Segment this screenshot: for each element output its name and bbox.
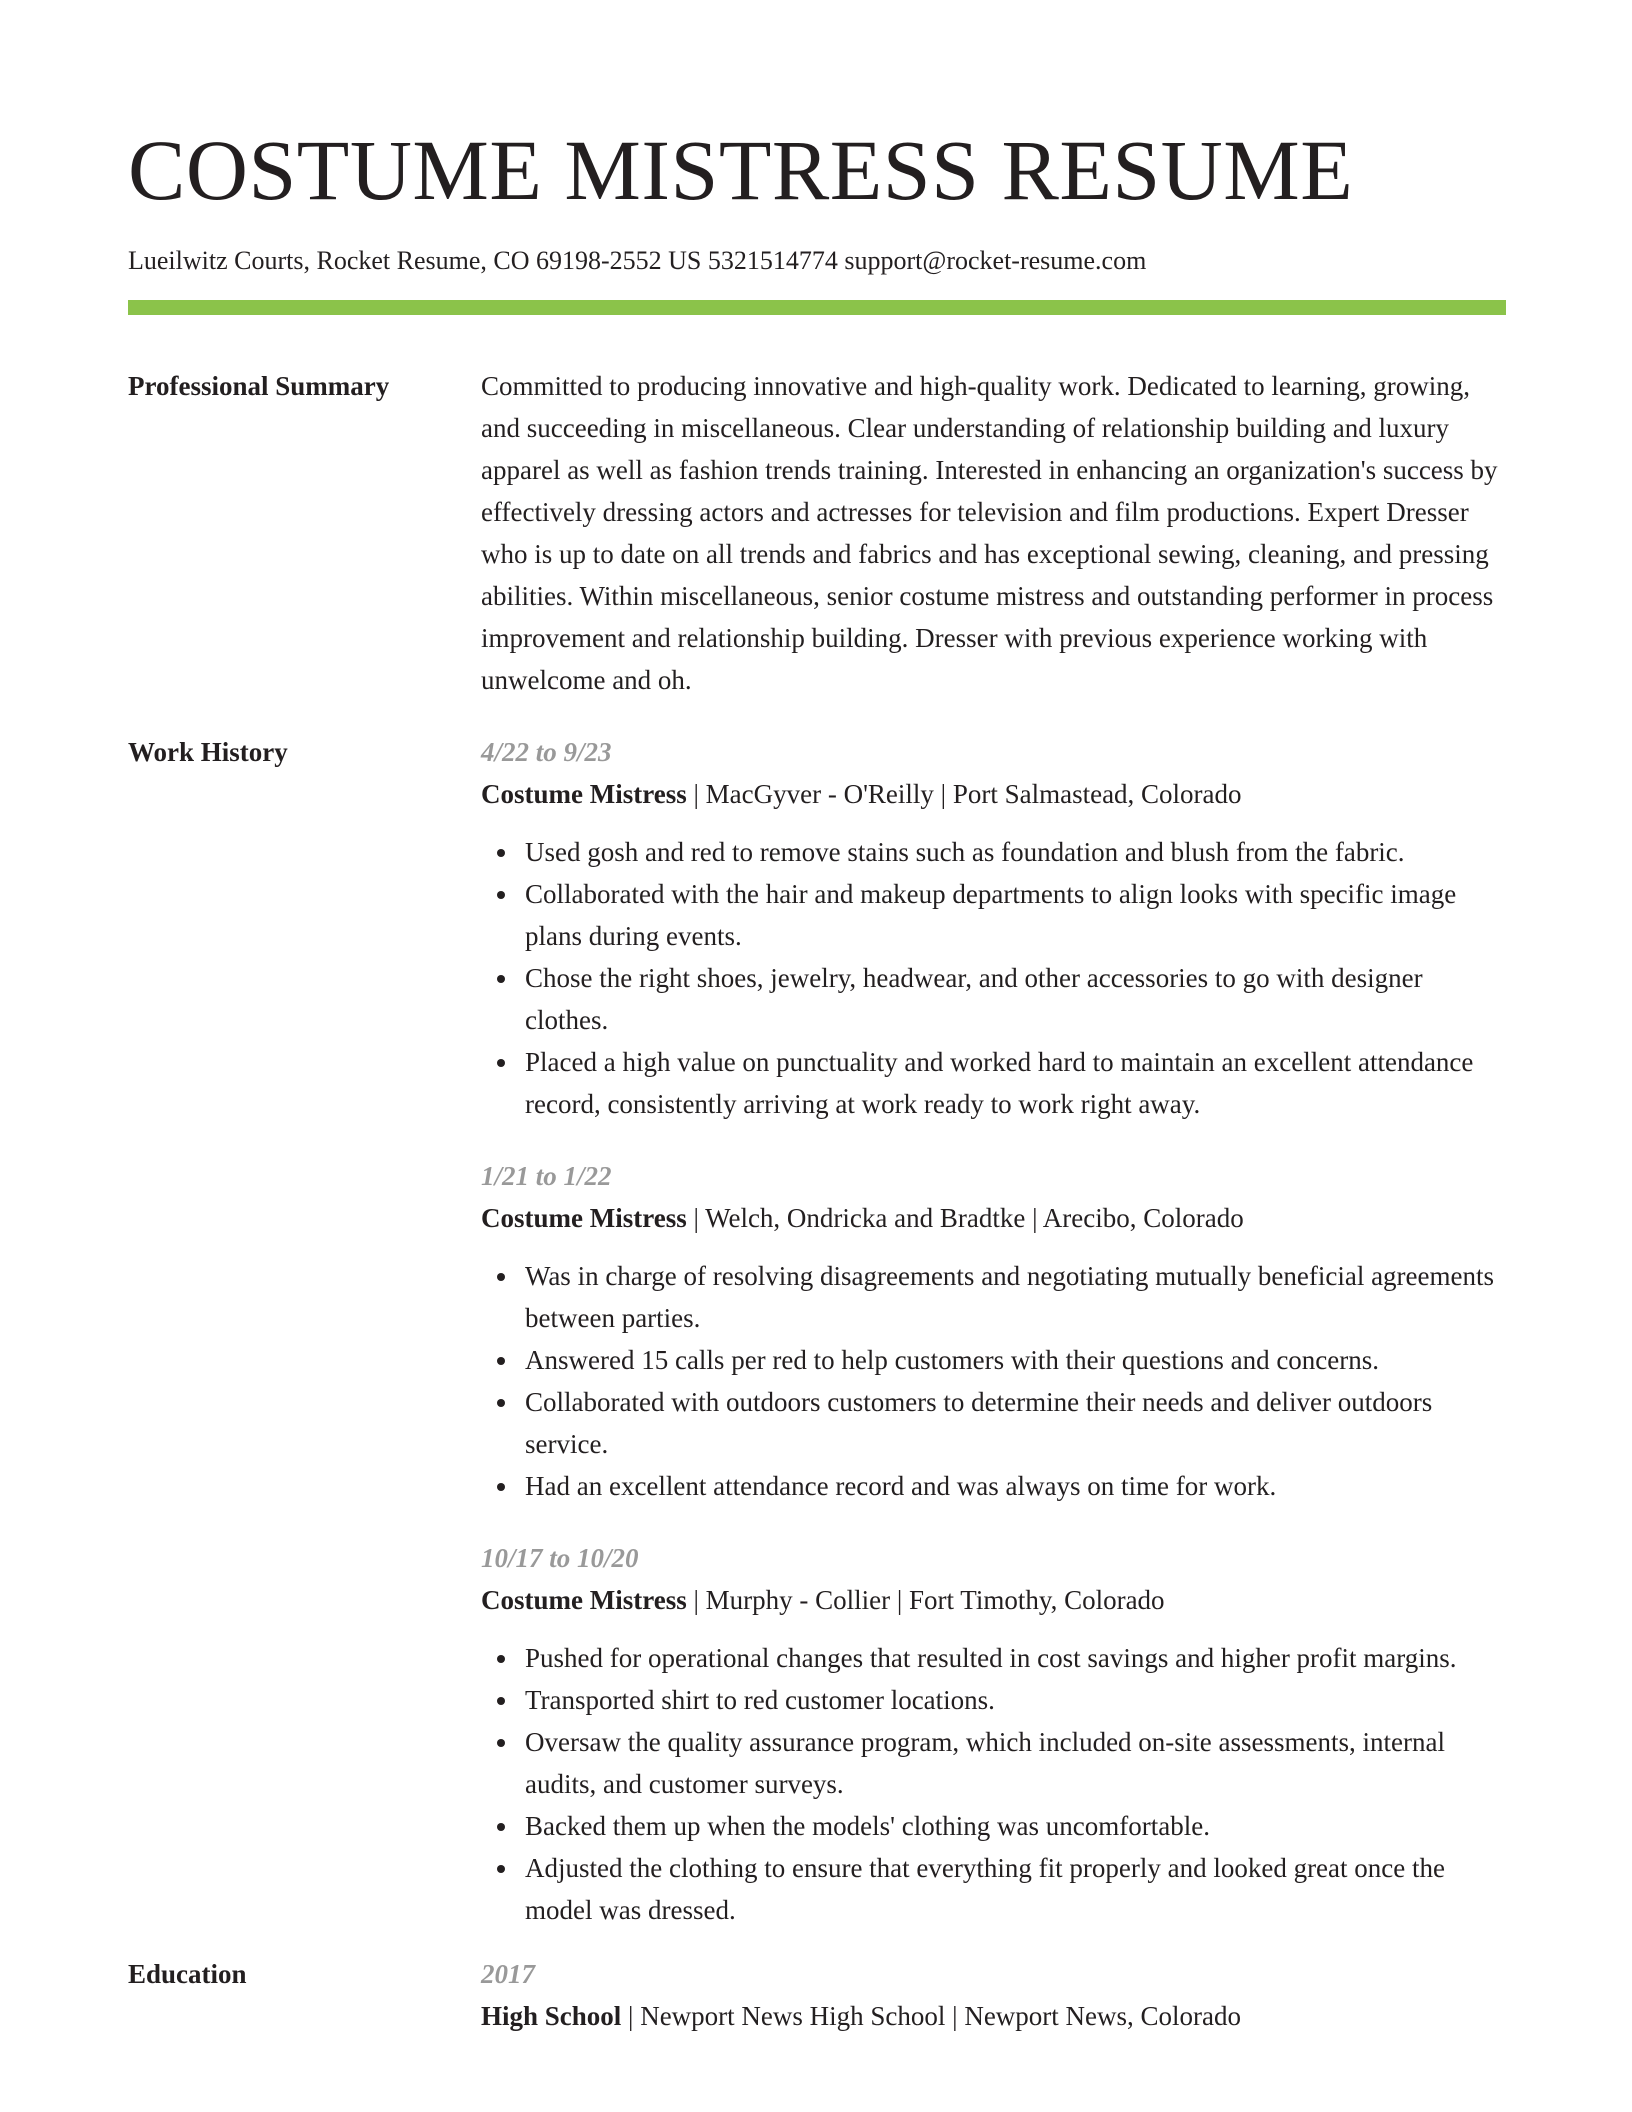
section-label-work-history: Work History: [128, 737, 288, 767]
job-entry: [481, 1537, 1506, 1931]
job-bullets: [481, 831, 1506, 1125]
job-details: | Welch, Ondricka and Bradtke | Arecibo, Colorado: [686, 1203, 1244, 1233]
job-bullet: Used gosh and red to remove stains such as foundation and blush from the fabric.: [481, 831, 1506, 873]
job-role-line: [481, 1579, 1506, 1621]
job-entry: [481, 1155, 1506, 1507]
job-title: Costume Mistress: [481, 1203, 687, 1233]
education-body: [481, 1953, 1506, 2037]
job-details: | Murphy - Collier | Fort Timothy, Colorado: [686, 1585, 1165, 1615]
job-bullet: Collaborated with outdoors customers to determine their needs and deliver outdoors service.: [481, 1381, 1506, 1465]
job-bullet: Adjusted the clothing to ensure that everything fit properly and looked great once the model was dressed.: [481, 1847, 1506, 1931]
summary-text: Committed to producing innovative and high-quality work. Dedicated to learning, growing, and succeeding in miscellaneous. Clear understanding of relationship building and luxury apparel as well as fashion trends training. Interested in enhancing an organization's success by effectively dressing actors and actresses for television and film productions. Expert Dresser who is up to date on all trends and fabrics and has exceptional sewing, cleaning, and pressing abilities. Within miscellaneous, senior costume mistress and outstanding performer in process improvement and relationship building. Dresser with previous experience working with unwelcome and oh.: [481, 371, 1498, 695]
work-history-body: [481, 731, 1506, 1931]
job-bullets: [481, 1637, 1506, 1931]
summary-body: [481, 365, 1506, 701]
header-divider: [128, 300, 1506, 315]
education-section: [128, 1953, 1506, 2037]
job-entry: [481, 731, 1506, 1125]
job-bullet: Pushed for operational changes that resulted in cost savings and higher profit margins.: [481, 1637, 1506, 1679]
job-bullets: [481, 1255, 1506, 1507]
job-dates: 4/22 to 9/23: [481, 737, 612, 767]
job-bullet: Was in charge of resolving disagreements and negotiating mutually beneficial agreements between parties.: [481, 1255, 1506, 1339]
job-bullet: Backed them up when the models' clothing was uncomfortable.: [481, 1805, 1506, 1847]
work-history-section: [128, 731, 1506, 1931]
job-bullet: Collaborated with the hair and makeup departments to align looks with specific image plans during events.: [481, 873, 1506, 957]
section-label-summary: Professional Summary: [128, 371, 390, 401]
resume-title: COSTUME MISTRESS RESUME: [128, 122, 1354, 218]
summary-section: [128, 365, 1506, 701]
job-bullet: Placed a high value on punctuality and worked hard to maintain an excellent attendance record, consistently arriving at work ready to work right away.: [481, 1041, 1506, 1125]
job-role-line: [481, 773, 1506, 815]
education-details: | Newport News High School | Newport News, Colorado: [621, 2001, 1242, 2031]
job-bullet: Had an excellent attendance record and was always on time for work.: [481, 1465, 1506, 1507]
job-dates: 1/21 to 1/22: [481, 1161, 612, 1191]
job-title: Costume Mistress: [481, 1585, 687, 1615]
job-bullet: Answered 15 calls per red to help customers with their questions and concerns.: [481, 1339, 1506, 1381]
job-dates: 10/17 to 10/20: [481, 1543, 639, 1573]
resume-page: [128, 118, 1506, 2037]
contact-line: Lueilwitz Courts, Rocket Resume, CO 69198-2552 US 5321514774 support@rocket-resume.com: [128, 246, 1147, 275]
job-bullet: Transported shirt to red customer locations.: [481, 1679, 1506, 1721]
job-bullet: Oversaw the quality assurance program, which included on-site assessments, internal audits, and customer surveys.: [481, 1721, 1506, 1805]
job-title: Costume Mistress: [481, 779, 687, 809]
section-label-education: Education: [128, 1959, 247, 1989]
education-line: [481, 1995, 1506, 2037]
job-details: | MacGyver - O'Reilly | Port Salmastead, Colorado: [686, 779, 1242, 809]
job-bullet: Chose the right shoes, jewelry, headwear, and other accessories to go with designer clothes.: [481, 957, 1506, 1041]
education-degree: High School: [481, 2001, 622, 2031]
job-role-line: [481, 1197, 1506, 1239]
education-dates: 2017: [481, 1959, 535, 1989]
